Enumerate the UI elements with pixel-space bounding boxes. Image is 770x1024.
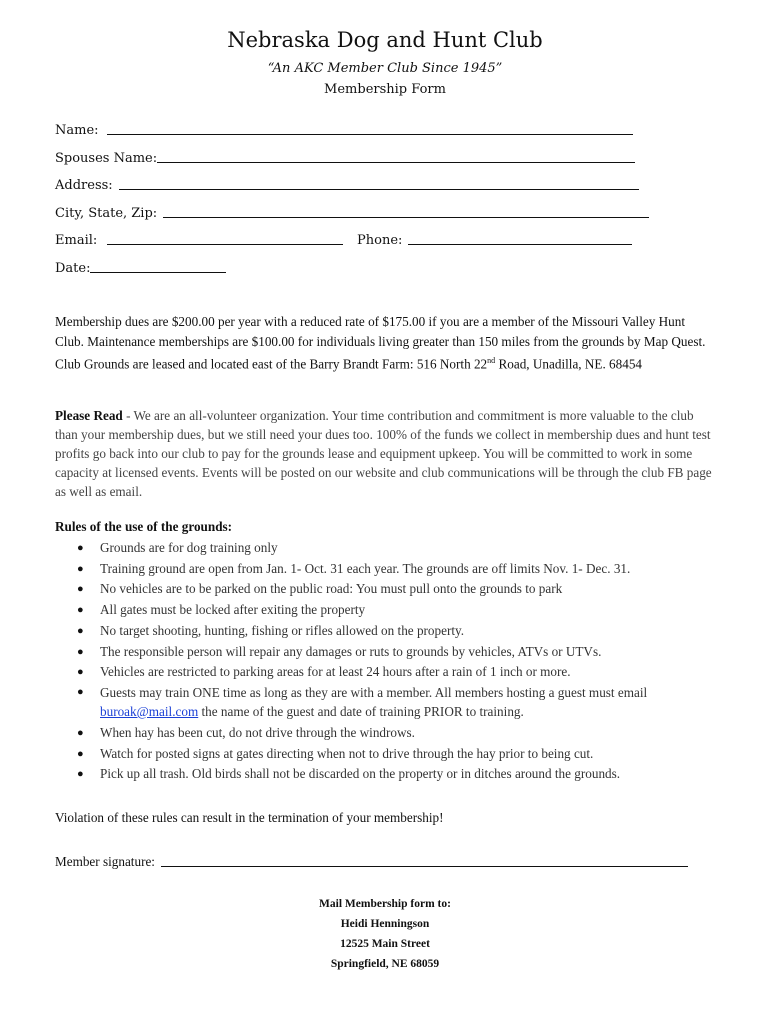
- rule-item: ● Training ground are open from Jan. 1- Oct. 31 each year. The grounds are off limits Nov. 1- Dec. 31.: [55, 559, 695, 580]
- bullet-icon: ●: [77, 747, 84, 760]
- bullet-icon: ●: [77, 583, 84, 596]
- rule-item: ● No target shooting, hunting, fishing or rifles allowed on the property.: [55, 621, 695, 642]
- form-name: Membership Form: [324, 82, 446, 97]
- rule-item: ● Vehicles are restricted to parking areas for at least 24 hours after a rain of 1 inch or more.: [55, 662, 695, 683]
- please-read-label: Please Read: [55, 408, 123, 423]
- dues-paragraph: [55, 312, 715, 374]
- spouses-name-field: [55, 148, 635, 166]
- city-state-zip-field: [55, 203, 649, 221]
- bullet-icon: ●: [77, 768, 84, 781]
- phone-field: [357, 230, 632, 248]
- bullet-icon: ●: [77, 726, 84, 739]
- bullet-icon: ●: [77, 542, 84, 554]
- bullet-icon: ●: [77, 624, 84, 637]
- club-title: Nebraska Dog and Hunt Club: [227, 28, 543, 52]
- name-label: Name:: [55, 123, 99, 138]
- city-state-zip-label: City, State, Zip:: [55, 206, 158, 221]
- city-state-zip-input-line[interactable]: [163, 216, 649, 218]
- bullet-icon: ●: [77, 645, 84, 658]
- rules-list: [55, 538, 695, 785]
- address-field: [55, 175, 639, 193]
- please-read-paragraph: [55, 406, 715, 501]
- please-read-text: - We are an all-volunteer organization. Your time contribution and commitment is more valuable to the club than your membership dues, but we still need your dues too. 100% of the funds we collect in membership dues and hunt test profits go back into our club to pay for the grounds lease and equipment upkeep. You will be committed to work in some capacity at licensed events. Events will be posted on our website and club communications will be through the club FB page as well as email.: [55, 408, 712, 499]
- date-label: Date:: [55, 261, 91, 276]
- signature-field: [55, 852, 688, 870]
- date-input-line[interactable]: [90, 271, 226, 273]
- rule-item: ● No vehicles are to be parked on the public road: You must pull onto the grounds to park: [55, 579, 695, 600]
- rule-item: ● Grounds are for dog training only: [55, 538, 695, 559]
- mail-city: Springfield, NE 68059: [330, 958, 440, 970]
- rule-item: ● When hay has been cut, do not drive through the windrows.: [55, 723, 695, 744]
- violation-notice: Violation of these rules can result in the termination of your membership!: [55, 810, 444, 825]
- phone-input-line[interactable]: [408, 243, 632, 245]
- rule-item: ● Pick up all trash. Old birds shall not be discarded on the property or in ditches around the grounds.: [55, 764, 695, 785]
- email-label: Email:: [55, 233, 98, 248]
- rule-item-guests: ● Guests may train ONE time as long as they are with a member. All members hosting a guest must email buroak@mail.com the name of the guest and date of training PRIOR to training.: [77, 684, 648, 719]
- mail-street: 12525 Main Street: [340, 938, 430, 950]
- name-input-line[interactable]: [107, 133, 633, 135]
- bullet-icon: ●: [77, 685, 84, 698]
- rule-item: ● All gates must be locked after exiting the property: [55, 600, 695, 621]
- signature-input-line[interactable]: [161, 866, 688, 867]
- phone-label: Phone:: [357, 233, 403, 248]
- guest-email-link[interactable]: buroak@mail.com: [100, 703, 199, 719]
- rule-item: ● Watch for posted signs at gates directing when not to drive through the hay prior to being cut.: [55, 744, 695, 765]
- dues-superscript: nd: [487, 356, 496, 365]
- email-input-line[interactable]: [107, 243, 343, 245]
- dues-text: Membership dues are $200.00 per year with a reduced rate of $175.00 if you are a member of the Missouri Valley Hunt Club. Maintenance memberships are $100.00 for individuals living greater than 150 miles from the grounds by Map Quest. Club Grounds are leased and located east of the Barry Brandt Farm: 516 North 22: [55, 314, 706, 372]
- mail-recipient-name: Heidi Henningson: [340, 918, 430, 930]
- mail-heading: Mail Membership form to:: [319, 898, 451, 910]
- spouses-name-label: Spouses Name:: [55, 151, 158, 166]
- address-input-line[interactable]: [119, 188, 639, 190]
- signature-label: Member signature:: [55, 854, 155, 869]
- bullet-icon: ●: [77, 562, 84, 575]
- date-field: [55, 258, 226, 276]
- address-label: Address:: [55, 178, 113, 193]
- name-field: [55, 120, 633, 138]
- rules-title: Rules of the use of the grounds:: [55, 519, 233, 534]
- club-subtitle: “An AKC Member Club Since 1945”: [267, 61, 503, 76]
- dues-text-end: Road, Unadilla, NE. 68454: [495, 356, 643, 372]
- email-field: [55, 230, 343, 248]
- rule-item: ● The responsible person will repair any damages or ruts to grounds by vehicles, ATVs or UTVs.: [55, 642, 695, 663]
- spouses-name-input-line[interactable]: [157, 161, 635, 163]
- bullet-icon: ●: [77, 666, 84, 679]
- bullet-icon: ●: [77, 604, 84, 617]
